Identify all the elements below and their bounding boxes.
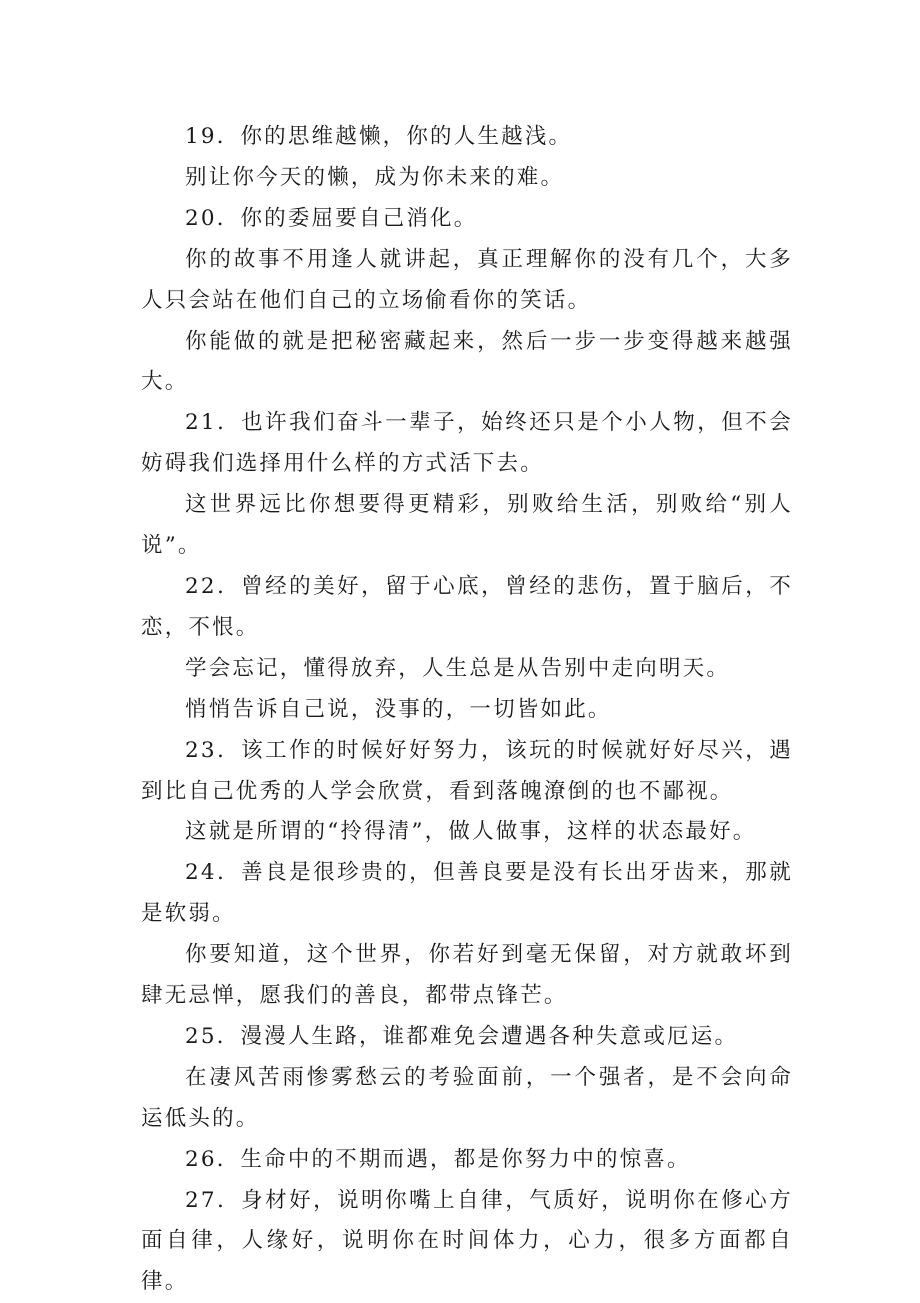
paragraph-22: 22．曾经的美好，留于心底，曾经的悲伤，置于脑后，不恋，不恨。 [141,573,793,640]
paragraph-24: 24．善良是很珍贵的，但善良要是没有长出牙齿来，那就是软弱。 [141,860,793,927]
paragraph-24-continued: 你要知道，这个世界，你若好到毫无保留，对方就敢坏到肆无忌惮，愿我们的善良，都带点锋芒。 [141,942,793,1009]
paragraph-23: 23．该工作的时候好好努力，该玩的时候就好好尽兴，遇到比自己优秀的人学会欣赏，看到落魄潦倒的也不鄙视。 [141,737,793,804]
paragraph-25: 25．漫漫人生路，谁都难免会遭遇各种失意或厄运。 [185,1023,739,1049]
paragraph-27: 27．身材好，说明你嘴上自律，气质好，说明你在修心方面自律，人缘好，说明你在时间体力，心力，很多方面都自律。 [141,1187,793,1295]
paragraph-22-continued-1: 学会忘记，懂得放弃，人生总是从告别中走向明天。 [185,655,731,681]
paragraph-25-continued: 在凄风苦雨惨雾愁云的考验面前，一个强者，是不会向命运低头的。 [141,1064,793,1131]
paragraph-19-continued: 别让你今天的懒，成为你未来的难。 [185,164,565,190]
paragraph-23-continued: 这就是所谓的“拎得清”，做人做事，这样的状态最好。 [185,819,757,845]
paragraph-26: 26．生命中的不期而遇，都是你努力中的惊喜。 [185,1146,691,1172]
paragraph-22-continued-2: 悄悄告诉自己说，没事的，一切皆如此。 [185,696,612,722]
paragraph-20-continued-1: 你的故事不用逢人就讲起，真正理解你的没有几个，大多人只会站在他们自己的立场偷看你的笑话。 [141,246,793,313]
paragraph-20: 20．你的委屈要自己消化。 [185,205,478,231]
paragraph-20-continued-2: 你能做的就是把秘密藏起来，然后一步一步变得越来越强大。 [141,328,793,395]
paragraph-19: 19．你的思维越懒，你的人生越浅。 [185,124,573,149]
paragraph-21: 21．也许我们奋斗一辈子，始终还只是个小人物，但不会妨碍我们选择用什么样的方式活下去。 [141,410,793,477]
document-body [141,117,793,1303]
paragraph-21-continued: 这世界远比你想要得更精彩，别败给生活，别败给“别人说”。 [141,492,793,559]
